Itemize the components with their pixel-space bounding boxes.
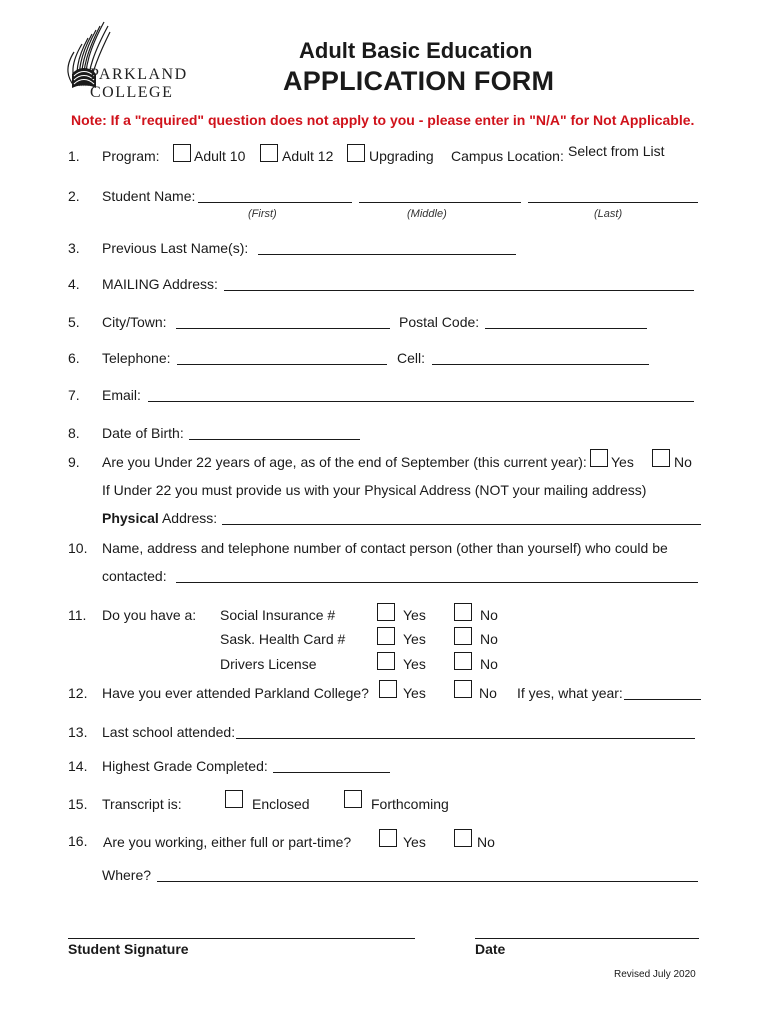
sin-no-label: No — [480, 607, 498, 623]
dob-field[interactable] — [189, 439, 360, 440]
college-logo — [60, 18, 220, 102]
q15-number: 15. — [68, 796, 88, 812]
physical-address-text: Address: — [158, 510, 218, 526]
last-school-field[interactable] — [236, 738, 695, 739]
last-name-field[interactable] — [528, 202, 698, 203]
adult10-checkbox[interactable] — [173, 144, 191, 162]
mailing-address-label: MAILING Address: — [102, 276, 218, 292]
previous-last-name-field[interactable] — [258, 254, 516, 255]
under22-yes-checkbox[interactable] — [590, 449, 608, 467]
sin-label: Social Insurance # — [220, 607, 336, 623]
sin-yes-label: Yes — [403, 607, 426, 623]
highest-grade-label: Highest Grade Completed: — [102, 758, 268, 774]
health-card-label: Sask. Health Card # — [220, 631, 346, 647]
highest-grade-field[interactable] — [273, 772, 390, 773]
last-school-label: Last school attended: — [102, 724, 236, 740]
program-label: Program: — [102, 148, 160, 164]
health-card-yes-checkbox[interactable] — [377, 627, 395, 645]
logo-text-parkland: PARKLAND — [90, 66, 188, 83]
drivers-license-yes-checkbox[interactable] — [377, 652, 395, 670]
upgrading-label: Upgrading — [369, 148, 434, 164]
transcript-forthcoming-checkbox[interactable] — [344, 790, 362, 808]
working-yes-checkbox[interactable] — [379, 829, 397, 847]
first-name-field[interactable] — [198, 202, 352, 203]
date-line[interactable] — [475, 938, 699, 939]
q11-number: 11. — [68, 607, 87, 623]
attended-year-field[interactable] — [624, 699, 701, 700]
email-label: Email: — [102, 387, 141, 403]
telephone-label: Telephone: — [102, 350, 171, 366]
signature-label: Student Signature — [68, 941, 189, 957]
dob-label: Date of Birth: — [102, 425, 184, 441]
q3-number: 3. — [68, 240, 80, 256]
q5-number: 5. — [68, 314, 80, 330]
logo-text-college: COLLEGE — [90, 84, 174, 101]
q6-number: 6. — [68, 350, 80, 366]
q1-number: 1. — [68, 148, 80, 164]
working-no-label: No — [477, 834, 495, 850]
required-note: Note: If a "required" question does not apply to you - please enter in "N/A" for Not Applicable. — [71, 112, 695, 128]
physical-address-field[interactable] — [222, 524, 701, 525]
middle-name-field[interactable] — [359, 202, 521, 203]
last-caption: (Last) — [594, 208, 623, 220]
mailing-address-field[interactable] — [224, 290, 694, 291]
upgrading-checkbox[interactable] — [347, 144, 365, 162]
under22-label: Are you Under 22 years of age, as of the end of September (this current year): — [102, 454, 587, 470]
city-label: City/Town: — [102, 314, 167, 330]
working-label: Are you working, either full or part-time? — [103, 834, 352, 850]
under22-yes-label: Yes — [611, 454, 634, 470]
transcript-forthcoming-label: Forthcoming — [371, 796, 449, 812]
cell-field[interactable] — [432, 364, 649, 365]
attended-year-label: If yes, what year: — [517, 685, 623, 701]
working-yes-label: Yes — [403, 834, 426, 850]
email-field[interactable] — [148, 401, 694, 402]
postal-code-field[interactable] — [485, 328, 647, 329]
where-field[interactable] — [157, 881, 698, 882]
where-label: Where? — [102, 867, 152, 883]
q9-number: 9. — [68, 454, 80, 470]
health-card-no-label: No — [480, 631, 498, 647]
attended-yes-label: Yes — [403, 685, 426, 701]
sin-yes-checkbox[interactable] — [377, 603, 395, 621]
student-name-label: Student Name: — [102, 188, 196, 204]
attended-no-label: No — [479, 685, 497, 701]
city-field[interactable] — [176, 328, 390, 329]
adult10-label: Adult 10 — [194, 148, 246, 164]
contact-person-label-2: contacted: — [102, 568, 167, 584]
q8-number: 8. — [68, 425, 80, 441]
telephone-field[interactable] — [177, 364, 387, 365]
transcript-enclosed-label: Enclosed — [252, 796, 310, 812]
attended-no-checkbox[interactable] — [454, 680, 472, 698]
contact-person-field[interactable] — [176, 582, 698, 583]
adult12-label: Adult 12 — [282, 148, 334, 164]
signature-line[interactable] — [68, 938, 415, 939]
cell-label: Cell: — [397, 350, 426, 366]
q2-number: 2. — [68, 188, 80, 204]
q12-number: 12. — [68, 685, 88, 701]
first-caption: (First) — [248, 208, 277, 220]
middle-caption: (Middle) — [407, 208, 447, 220]
campus-location-select[interactable]: Select from List — [568, 143, 665, 159]
drivers-license-no-label: No — [480, 656, 498, 672]
postal-code-label: Postal Code: — [399, 314, 480, 330]
under22-no-checkbox[interactable] — [652, 449, 670, 467]
health-card-no-checkbox[interactable] — [454, 627, 472, 645]
form-title: APPLICATION FORM — [283, 66, 555, 96]
campus-location-label: Campus Location: — [451, 148, 564, 164]
form-subtitle: Adult Basic Education — [299, 38, 533, 63]
working-no-checkbox[interactable] — [454, 829, 472, 847]
sin-no-checkbox[interactable] — [454, 603, 472, 621]
q16-number: 16. — [68, 833, 88, 849]
drivers-license-label: Drivers License — [220, 656, 317, 672]
health-card-yes-label: Yes — [403, 631, 426, 647]
q7-number: 7. — [68, 387, 80, 403]
transcript-enclosed-checkbox[interactable] — [225, 790, 243, 808]
adult12-checkbox[interactable] — [260, 144, 278, 162]
drivers-license-yes-label: Yes — [403, 656, 426, 672]
q4-number: 4. — [68, 276, 80, 292]
under22-no-label: No — [674, 454, 692, 470]
drivers-license-no-checkbox[interactable] — [454, 652, 472, 670]
contact-person-label: Name, address and telephone number of contact person (other than yourself) who could be — [102, 540, 668, 556]
physical-bold-text: Physical — [102, 510, 159, 526]
do-you-have-label: Do you have a: — [102, 607, 197, 623]
revised-date: Revised July 2020 — [614, 969, 696, 980]
q14-number: 14. — [68, 758, 88, 774]
transcript-label: Transcript is: — [102, 796, 182, 812]
attended-yes-checkbox[interactable] — [379, 680, 397, 698]
previous-last-name-label: Previous Last Name(s): — [102, 240, 249, 256]
q10-number: 10. — [68, 540, 88, 556]
physical-address-label — [102, 510, 217, 526]
attended-label: Have you ever attended Parkland College? — [102, 685, 369, 701]
physical-address-note: If Under 22 you must provide us with your Physical Address (NOT your mailing address) — [102, 482, 647, 498]
q13-number: 13. — [68, 724, 88, 740]
date-label: Date — [475, 941, 506, 957]
